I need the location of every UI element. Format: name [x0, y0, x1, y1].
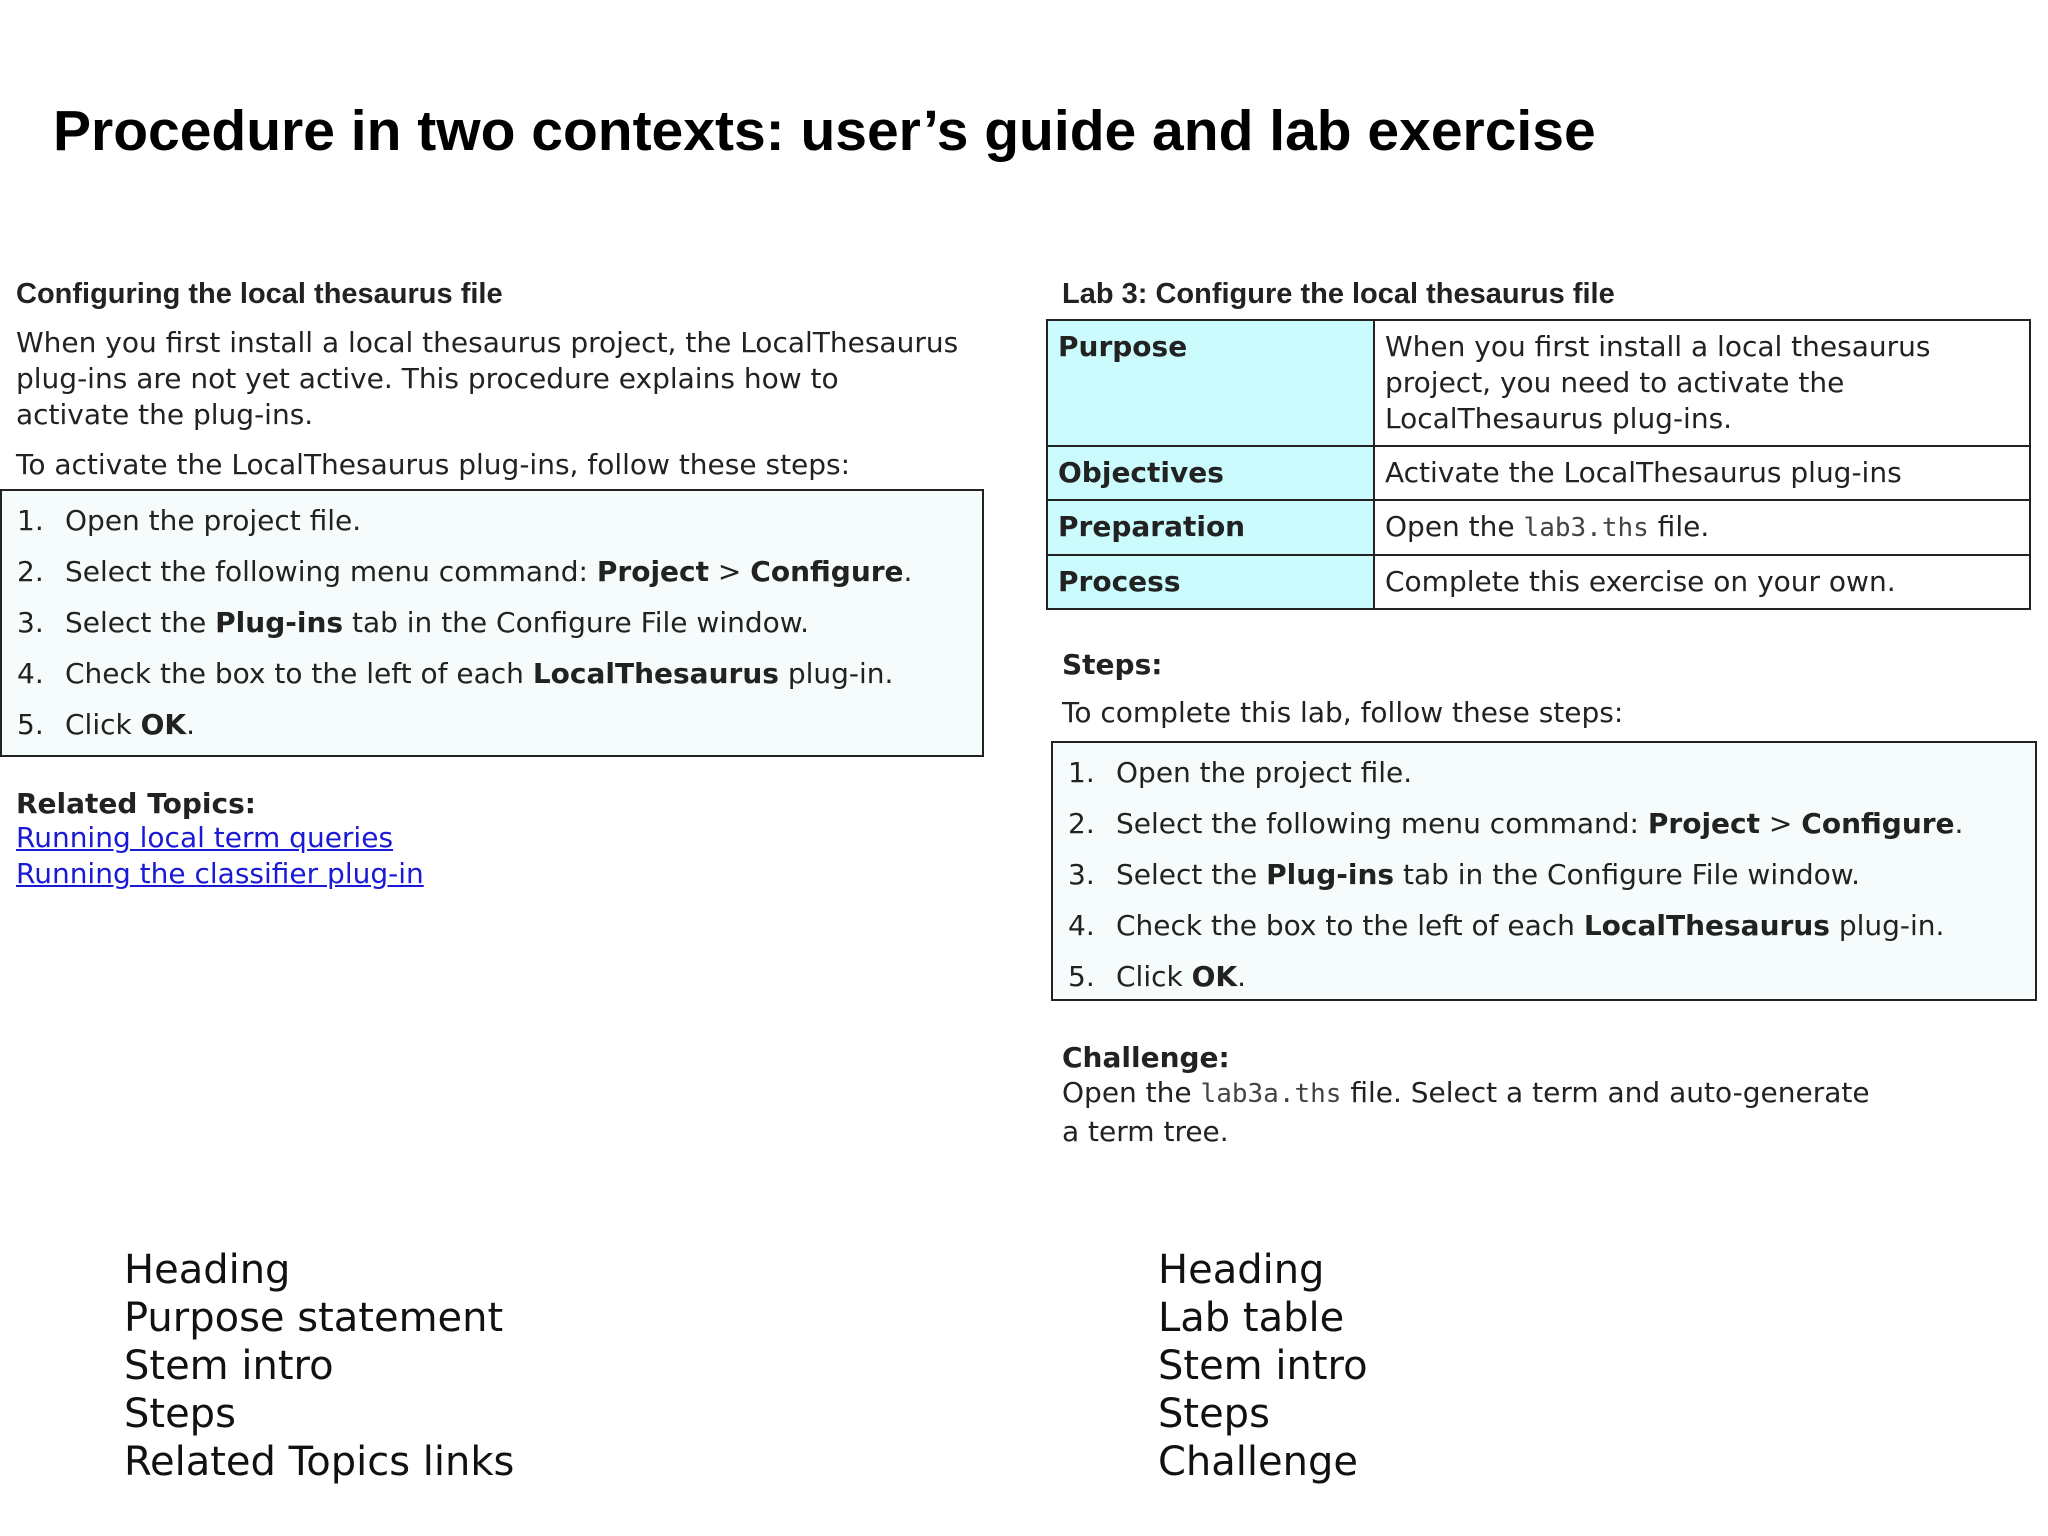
- filename-code: lab3a.ths: [1200, 1079, 1342, 1109]
- table-row: [1047, 446, 2030, 500]
- step-bold-text: Plug-ins: [215, 606, 344, 639]
- step-item: [2, 699, 982, 750]
- caption-item: Purpose statement: [124, 1295, 504, 1341]
- lab-table: [1046, 319, 2031, 610]
- step-text: .: [186, 708, 196, 741]
- guide-heading: Configuring the local thesaurus file: [16, 278, 503, 310]
- table-label-process: Process: [1047, 555, 1374, 609]
- step-number: 1.: [1068, 756, 1095, 789]
- guide-stem-intro: To activate the LocalThesaurus plug-ins, follow these steps:: [16, 448, 851, 481]
- table-row: [1047, 320, 2030, 446]
- step-item: [1053, 747, 2035, 798]
- step-number: 1.: [17, 504, 44, 537]
- step-item: [2, 648, 982, 699]
- step-item: [1053, 900, 2035, 951]
- lab-heading: Lab 3: Configure the local thesaurus file: [1062, 278, 1615, 310]
- step-number: 2.: [1068, 807, 1095, 840]
- table-value-line: When you first install a local thesaurus: [1385, 330, 1931, 363]
- step-item: [2, 546, 982, 597]
- step-text: Select the: [65, 606, 216, 639]
- slide-title: Procedure in two contexts: user’s guide and lab exercise: [53, 99, 1596, 163]
- table-value-purpose: [1374, 320, 2030, 446]
- step-text: Select the following menu command:: [1116, 807, 1648, 840]
- step-item: [1053, 849, 2035, 900]
- filename-code: lab3.ths: [1523, 513, 1649, 543]
- step-bold-text: Configure: [1801, 807, 1955, 840]
- related-link-local-term-queries[interactable]: Running local term queries: [16, 821, 394, 854]
- step-text: .: [903, 555, 913, 588]
- table-value-text: file.: [1648, 510, 1710, 543]
- guide-steps-list: [2, 495, 982, 750]
- lab-steps-list: [1053, 747, 2035, 1002]
- step-item: [1053, 798, 2035, 849]
- step-text: Check the box to the left of each: [65, 657, 533, 690]
- lab-structure-captions: [1158, 1246, 1368, 1486]
- step-number: 5.: [17, 708, 44, 741]
- step-bold-text: LocalThesaurus: [532, 657, 779, 690]
- table-row: [1047, 500, 2030, 555]
- step-number: 5.: [1068, 960, 1095, 993]
- challenge-heading: Challenge:: [1062, 1041, 1230, 1074]
- steps-heading: Steps:: [1062, 648, 1163, 681]
- step-text: Open the project file.: [1116, 756, 1413, 789]
- challenge-text-part: a term tree.: [1062, 1115, 1229, 1148]
- guide-structure-captions: [124, 1246, 514, 1486]
- table-value-line: project, you need to activate the: [1385, 366, 1845, 399]
- step-bold-text: Configure: [750, 555, 904, 588]
- lab-exercise-panel: [1046, 278, 2036, 1151]
- lab-stem-intro: To complete this lab, follow these steps:: [1062, 696, 1624, 729]
- step-number: 3.: [1068, 858, 1095, 891]
- caption-item: Steps: [124, 1391, 236, 1437]
- table-label-objectives: Objectives: [1047, 446, 1374, 500]
- step-text: plug-in.: [778, 657, 894, 690]
- guide-steps-box: [0, 489, 984, 757]
- step-bold-text: LocalThesaurus: [1583, 909, 1830, 942]
- step-text: tab in the Configure File window.: [1394, 858, 1860, 891]
- step-bold-text: OK: [1191, 960, 1238, 993]
- table-value-text: Open the: [1385, 510, 1524, 543]
- table-label-preparation: Preparation: [1047, 500, 1374, 555]
- step-number: 3.: [17, 606, 44, 639]
- caption-item: Steps: [1158, 1391, 1270, 1437]
- users-guide-panel: [0, 278, 1010, 892]
- caption-item: Heading: [124, 1247, 291, 1293]
- guide-purpose-line: When you first install a local thesaurus project, the LocalThesaurus: [16, 326, 959, 359]
- step-text: >: [709, 555, 751, 588]
- step-text: Select the following menu command:: [65, 555, 597, 588]
- step-text: Check the box to the left of each: [1116, 909, 1584, 942]
- step-item: [2, 597, 982, 648]
- table-value-objectives: Activate the LocalThesaurus plug-ins: [1374, 446, 2030, 500]
- caption-item: Lab table: [1158, 1295, 1345, 1341]
- challenge-text-part: Open the: [1062, 1076, 1201, 1109]
- table-value-line: LocalThesaurus plug-ins.: [1385, 402, 1733, 435]
- step-text: Open the project file.: [65, 504, 362, 537]
- step-text: Select the: [1116, 858, 1267, 891]
- guide-purpose-line: activate the plug-ins.: [16, 398, 314, 431]
- step-item: [1053, 951, 2035, 1002]
- step-bold-text: Project: [596, 555, 710, 588]
- caption-item: Stem intro: [124, 1343, 334, 1389]
- table-value-preparation: [1374, 500, 2030, 555]
- related-topics-heading: Related Topics:: [16, 787, 256, 820]
- caption-item: Heading: [1158, 1247, 1325, 1293]
- step-text: Click: [1116, 960, 1192, 993]
- challenge-text-part: file. Select a term and auto-generate: [1341, 1076, 1870, 1109]
- step-text: >: [1760, 807, 1802, 840]
- step-number: 4.: [17, 657, 44, 690]
- step-text: .: [1954, 807, 1964, 840]
- table-label-purpose: Purpose: [1047, 320, 1374, 446]
- step-bold-text: Plug-ins: [1266, 858, 1395, 891]
- caption-item: Stem intro: [1158, 1343, 1368, 1389]
- caption-item: Challenge: [1158, 1439, 1358, 1485]
- step-text: plug-in.: [1829, 909, 1945, 942]
- step-bold-text: OK: [140, 708, 187, 741]
- caption-item: Related Topics links: [124, 1439, 515, 1485]
- table-row: [1047, 555, 2030, 609]
- step-item: [2, 495, 982, 546]
- related-link-classifier-plugin[interactable]: Running the classifier plug-in: [16, 857, 424, 890]
- step-number: 2.: [17, 555, 44, 588]
- guide-purpose-statement: [16, 325, 1010, 433]
- lab-steps-box: [1051, 741, 2037, 1001]
- guide-purpose-line: plug-ins are not yet active. This procedure explains how to: [16, 362, 839, 395]
- step-text: Click: [65, 708, 141, 741]
- table-value-process: Complete this exercise on your own.: [1374, 555, 2030, 609]
- challenge-text: [1062, 1074, 2036, 1151]
- step-text: .: [1237, 960, 1247, 993]
- step-text: tab in the Configure File window.: [343, 606, 809, 639]
- step-bold-text: Project: [1647, 807, 1761, 840]
- step-number: 4.: [1068, 909, 1095, 942]
